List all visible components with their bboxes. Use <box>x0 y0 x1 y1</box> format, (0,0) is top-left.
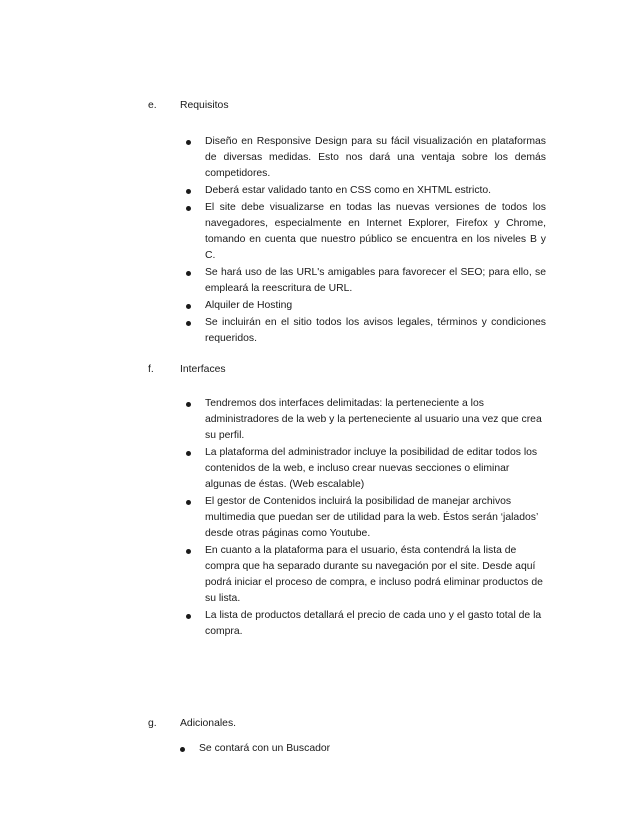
bullet-icon <box>186 500 191 505</box>
bullet-icon <box>186 614 191 619</box>
bullet-icon <box>186 271 191 276</box>
list-item-text: Diseño en Responsive Design para su fácil visualización en plataformas de diversas medidas. Esto nos dará una ventaja sobre los demás competidores. <box>205 136 546 179</box>
bullet-icon <box>180 747 185 752</box>
section-letter: f. <box>148 364 154 375</box>
list-item-text: Se contará con un Buscador <box>199 743 331 754</box>
list-item <box>0 265 638 297</box>
bullet-icon <box>186 451 191 456</box>
section-letter: g. <box>148 718 157 729</box>
list-item-text: Tendremos dos interfaces delimitadas: la perteneciente a los administradores de la web y la perteneciente al usuario una vez que crea su perfil. <box>205 398 542 441</box>
list-item <box>0 741 638 757</box>
list-item <box>0 298 638 314</box>
section-letter: e. <box>148 100 157 111</box>
list-item <box>0 315 638 347</box>
list-item-text: Alquiler de Hosting <box>205 300 293 311</box>
list-item-text: Se incluirán en el sitio todos los avisos legales, términos y condiciones requeridos. <box>205 317 546 344</box>
list-item <box>0 134 638 182</box>
section-heading <box>0 716 638 732</box>
bullet-list <box>0 741 638 758</box>
bullet-list <box>0 134 638 348</box>
section-title: Requisitos <box>180 100 229 111</box>
list-item <box>0 543 638 607</box>
bullet-icon <box>186 140 191 145</box>
list-item-text: La lista de productos detallará el precio de cada uno y el gasto total de la compra. <box>205 610 542 637</box>
list-item-text: Se hará uso de las URL's amigables para favorecer el SEO; para ello, se empleará la reescritura de URL. <box>205 267 546 294</box>
list-item <box>0 200 638 264</box>
list-item-text: El site debe visualizarse en todas las nuevas versiones de todos los navegadores, especialmente en Internet Explorer, Firefox y Chrome, tomando en cuenta que nuestro público se encuentra en los niveles B y C. <box>205 202 546 261</box>
list-item <box>0 183 638 199</box>
list-item-text: El gestor de Contenidos incluirá la posibilidad de manejar archivos multimedia que puedan ser de utilidad para la web. Éstos serán ‘jalados’ desde otras páginas como Youtube. <box>205 496 538 539</box>
bullet-icon <box>186 321 191 326</box>
section-heading <box>0 98 638 114</box>
bullet-icon <box>186 189 191 194</box>
list-item-text: Deberá estar validado tanto en CSS como en XHTML estricto. <box>205 185 492 196</box>
bullet-icon <box>186 549 191 554</box>
section-title: Adicionales. <box>180 718 237 729</box>
bullet-list <box>0 396 638 641</box>
bullet-icon <box>186 402 191 407</box>
list-item-text: La plataforma del administrador incluye la posibilidad de editar todos los contenidos de la web, e incluso crear nuevas secciones o eliminar algunas de éstas. (Web escalable) <box>205 447 538 490</box>
list-item <box>0 396 638 444</box>
list-item-text: En cuanto a la plataforma para el usuario, ésta contendrá la lista de compra que ha separado durante su navegación por el site. Desde aquí podrá iniciar el proceso de compra, e incluso podrá eliminar productos de su lista. <box>205 545 543 604</box>
bullet-icon <box>186 206 191 211</box>
section-heading <box>0 362 638 378</box>
section-title: Interfaces <box>180 364 226 375</box>
list-item <box>0 608 638 640</box>
bullet-icon <box>186 304 191 309</box>
list-item <box>0 494 638 542</box>
list-item <box>0 445 638 493</box>
